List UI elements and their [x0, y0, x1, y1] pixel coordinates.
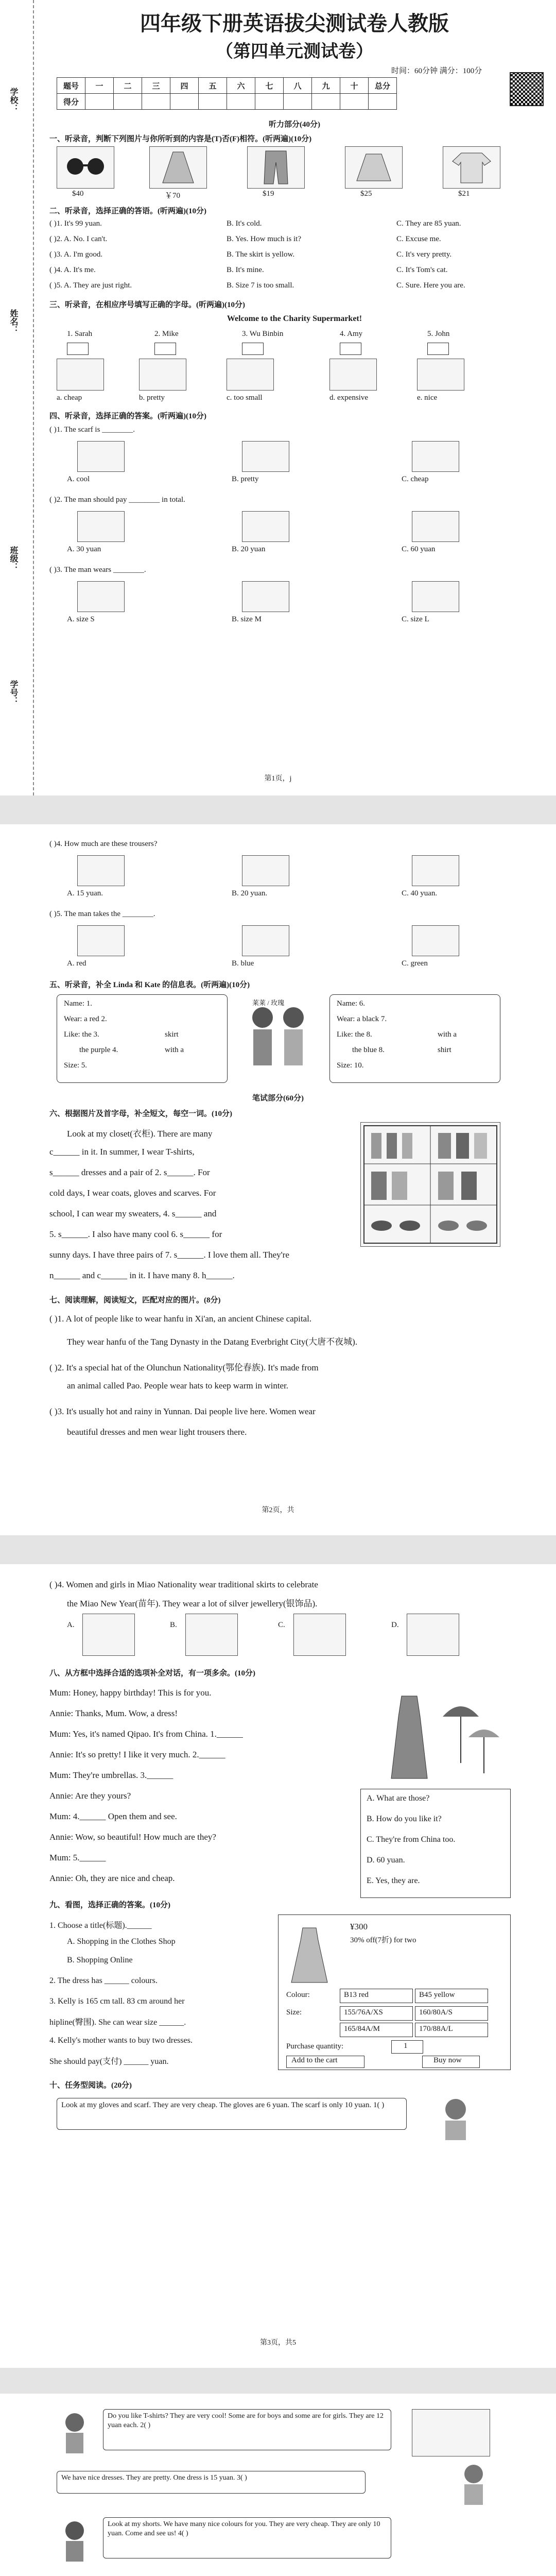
- dress-bubble: We have nice dresses. They are pretty. One dress is 15 yuan. 3( ): [57, 2471, 366, 2494]
- p2-q5-a: A. red: [67, 959, 86, 968]
- option-picture: [77, 441, 125, 472]
- s4-q2-b: B. 20 yuan: [232, 545, 266, 553]
- center-names: 莱莱 / 玫瑰: [252, 999, 285, 1007]
- colour-option-text: B45 yellow: [419, 1991, 455, 1999]
- p3-opt-a: A.: [67, 1621, 75, 1629]
- right-card-word: with a: [438, 1030, 457, 1039]
- colour-label: Colour:: [286, 1991, 310, 1999]
- dress-product-picture: [286, 1925, 333, 1987]
- price-tag-2: ￥70: [165, 192, 181, 200]
- answer-box[interactable]: [67, 343, 89, 355]
- school-label: 学校：: [9, 88, 18, 112]
- score-cell[interactable]: [114, 94, 142, 110]
- section-10-instructions: 十、任务型阅读。(20分): [49, 2081, 132, 2090]
- tshirt-picture: [412, 2409, 490, 2456]
- exam-subtitle: （第四单元测试卷）: [216, 41, 373, 62]
- listening-title: 听力部分(40分): [269, 121, 320, 129]
- p2-q5: ( )5. The man takes the ________.: [49, 910, 155, 918]
- s2-q4: ( )4. A. It's me.: [49, 266, 96, 274]
- p2-q4-c: C. 40 yuan.: [402, 889, 438, 897]
- s2-q1-c: C. They are 85 yuan.: [396, 219, 461, 228]
- size-option-text: 165/84A/M: [344, 2025, 380, 2033]
- closet-picture: [360, 1122, 500, 1247]
- dialog-line: Annie: It's so pretty! I like it very much. 2.______: [49, 1750, 225, 1759]
- s6-line: sunny days. I have three pairs of 7. s______. I love them all. They're: [49, 1250, 289, 1260]
- s9-line: B. Shopping Online: [67, 1956, 133, 1964]
- option-picture: [412, 925, 459, 956]
- score-head: 九: [312, 78, 340, 94]
- buy-now-label: Buy now: [433, 2056, 462, 2064]
- page-number: 第1页，j: [264, 775, 292, 783]
- option-picture: [77, 581, 125, 612]
- qipao-umbrella-picture: [371, 1686, 505, 1784]
- time-info: 时间：60分钟 满分：100分: [391, 67, 482, 75]
- score-cell[interactable]: [199, 94, 227, 110]
- s7-line: ( )2. It's a special hat of the Olunchun Nationality(鄂伦春族). It's made from: [49, 1363, 319, 1372]
- shopkeeper-picture: [453, 2461, 494, 2507]
- dai-dress-picture: [293, 1614, 346, 1656]
- p3-opt-b: B.: [170, 1621, 177, 1629]
- product-discount: 30% off(7折) for two: [350, 1936, 416, 1944]
- price-tag-1: $40: [72, 190, 84, 198]
- score-cell[interactable]: [255, 94, 284, 110]
- writing-title: 笔试部分(60分): [252, 1094, 304, 1103]
- score-head: 四: [170, 78, 199, 94]
- s4-q2-c: C. 60 yuan: [402, 545, 436, 553]
- section-8-instructions: 八、从方框中选择合适的选项补全对话，有一项多余。(10分): [49, 1669, 255, 1677]
- option-picture: [77, 855, 125, 886]
- dialog-line: Annie: Are they yours?: [49, 1791, 131, 1801]
- s9-line: A. Shopping in the Clothes Shop: [67, 1937, 176, 1946]
- s2-q2-b: B. Yes. How much is it?: [227, 235, 302, 243]
- charity-title: Welcome to the Charity Supermarket!: [227, 314, 362, 323]
- p2-q4-a: A. 15 yuan.: [67, 889, 103, 897]
- option-picture: [242, 581, 289, 612]
- s4-q1-c: C. cheap: [402, 475, 429, 483]
- s3-opt-e: e. nice: [417, 394, 438, 402]
- option-picture: [412, 581, 459, 612]
- right-card-line: Size: 10.: [337, 1061, 364, 1070]
- dialog-line: Mum: 4.______ Open them and see.: [49, 1811, 177, 1821]
- s7-line: ( )1. A lot of people like to wear hanfu in Xi'an, an ancient Chinese capital.: [49, 1314, 312, 1324]
- s4-q3-a: A. size S: [67, 615, 95, 623]
- page-gap: [0, 2368, 556, 2394]
- tshirt-bubble: Do you like T-shirts? They are very cool! Some are for boys and some are for girls. They are 12 yuan each. 2( ): [103, 2409, 391, 2450]
- s6-line: n______ and c______ in it. I have many 8. h______.: [49, 1270, 235, 1280]
- score-row-label: 得分: [57, 94, 85, 110]
- s9-line: She should pay(支付) ______ yuan.: [49, 2057, 169, 2066]
- option-picture: [242, 511, 289, 542]
- student-id-label: 学号：: [9, 680, 18, 705]
- s2-q2-c: C. Excuse me.: [396, 235, 441, 243]
- left-card-line: Wear: a red 2.: [64, 1015, 107, 1023]
- s2-q5: ( )5. A. They are just right.: [49, 281, 132, 290]
- section-2-instructions: 二、听录音，选择正确的答语。(听两遍)(10分): [49, 207, 206, 215]
- s9-line: 3. Kelly is 165 cm tall. 83 cm around her: [49, 1997, 185, 2006]
- section-9-instructions: 九、看图，选择正确的答案。(10分): [49, 1901, 170, 1909]
- score-cell[interactable]: [85, 94, 114, 110]
- right-card-line: Name: 6.: [337, 999, 365, 1008]
- girl-picture: [432, 2095, 479, 2141]
- dialog-line: Mum: Honey, happy birthday! This is for you.: [49, 1688, 212, 1698]
- section-4-instructions: 四、听录音，选择正确的答案。(听两遍)(10分): [49, 412, 206, 420]
- page-gap: [0, 795, 556, 824]
- colour-option-text: B13 red: [344, 1991, 369, 1999]
- scarf-picture: [57, 359, 104, 391]
- option-picture: [412, 441, 459, 472]
- s2-q5-b: B. Size 7 is too small.: [227, 281, 294, 290]
- option-picture: [77, 511, 125, 542]
- s2-q2: ( )2. A. No. I can't.: [49, 235, 108, 243]
- p2-q5-b: B. blue: [232, 959, 254, 968]
- price-tag-3: $19: [263, 190, 274, 198]
- trousers-picture: [247, 146, 305, 189]
- p2-q4-b: B. 20 yuan.: [232, 889, 268, 897]
- s2-q3-c: C. It's very pretty.: [396, 250, 452, 259]
- size-label: Size:: [286, 2008, 302, 2016]
- score-head: 一: [85, 78, 114, 94]
- s3-opt-d: d. expensive: [329, 394, 368, 402]
- score-head: 十: [340, 78, 369, 94]
- option-picture: [242, 441, 289, 472]
- p3-q4-line: ( )4. Women and girls in Miao Nationality wear traditional skirts to celebrate: [49, 1580, 318, 1589]
- exam-page-1: [0, 0, 556, 795]
- hat-picture: [139, 359, 186, 391]
- score-head: 八: [284, 78, 312, 94]
- page-number: 第2页，共: [262, 1506, 294, 1514]
- s4-q3: ( )3. The man wears ________.: [49, 566, 146, 574]
- dialog-line: Mum: 5.______: [49, 1853, 106, 1862]
- s2-q3-b: B. The skirt is yellow.: [227, 250, 295, 259]
- sunglasses-picture: [57, 146, 114, 189]
- student-info-band: [0, 0, 34, 795]
- s9-line: 1. Choose a title(标题).______: [49, 1921, 152, 1930]
- option-picture: [242, 855, 289, 886]
- box-option: E. Yes, they are.: [367, 1876, 420, 1885]
- score-cell[interactable]: [170, 94, 199, 110]
- add-to-cart-label: Add to the cart: [291, 2056, 338, 2064]
- s2-q1: ( )1. It's 99 yuan.: [49, 219, 102, 228]
- miao-skirt-picture: [185, 1614, 238, 1656]
- score-cell[interactable]: [142, 94, 170, 110]
- s2-q1-b: B. It's cold.: [227, 219, 262, 228]
- shoes-picture: [227, 359, 274, 391]
- p3-opt-d: D.: [391, 1621, 399, 1629]
- coat-picture: [329, 359, 377, 391]
- option-picture: [412, 511, 459, 542]
- right-card-line: the blue 8.: [352, 1046, 385, 1054]
- s3-opt-a: a. cheap: [57, 394, 82, 402]
- p2-q4: ( )4. How much are these trousers?: [49, 840, 158, 848]
- s6-line: school, I can wear my sweaters, 4. s______ and: [49, 1209, 217, 1218]
- man-picture: [57, 2517, 93, 2564]
- shirt-picture: [443, 146, 500, 189]
- s9-line: hipline(臀围). She can wear size ______.: [49, 2018, 186, 2027]
- dress-picture: [149, 146, 207, 189]
- left-card-word: with a: [165, 1046, 184, 1054]
- price-tag-4: $25: [360, 190, 372, 198]
- section-3-instructions: 三、听录音，在相应序号填写正确的字母。(听两遍)(10分): [49, 301, 245, 309]
- s2-q5-c: C. Sure. Here you are.: [396, 281, 465, 290]
- score-head: 三: [142, 78, 170, 94]
- score-table: [57, 77, 397, 110]
- option-picture: [242, 925, 289, 956]
- s3-opt-c: c. too small: [227, 394, 263, 402]
- s3-name-3: 3. Wu Binbin: [242, 330, 284, 338]
- section-7-instructions: 七、阅读理解，阅读短文，匹配对应的图片。(8分): [49, 1296, 221, 1304]
- answer-box[interactable]: [154, 343, 176, 355]
- size-option-text: 160/80A/S: [419, 2008, 453, 2016]
- score-cell[interactable]: [369, 94, 397, 110]
- dialog-line: Mum: They're umbrellas. 3.______: [49, 1770, 173, 1780]
- s3-name-5: 5. John: [427, 330, 450, 338]
- s4-q1-b: B. pretty: [232, 475, 259, 483]
- s4-q1: ( )1. The scarf is ________.: [49, 426, 135, 434]
- option-picture: [77, 925, 125, 956]
- score-head: 七: [255, 78, 284, 94]
- p3-opt-c: C.: [278, 1621, 285, 1629]
- s6-line: 5. s______. I also have many cool 6. s______ for: [49, 1229, 222, 1239]
- s2-q4-c: C. It's Tom's cat.: [396, 266, 448, 274]
- s6-line: cold days, I wear coats, gloves and scarves. For: [49, 1188, 216, 1198]
- dialog-line: Annie: Thanks, Mum. Wow, a dress!: [49, 1708, 178, 1718]
- section-5-instructions: 五、听录音，补全 Linda 和 Kate 的信息表。(听两遍)(10分): [49, 981, 250, 989]
- right-card-word: shirt: [438, 1046, 451, 1054]
- s3-name-2: 2. Mike: [154, 330, 179, 338]
- p2-q5-c: C. green: [402, 959, 428, 968]
- section-6-instructions: 六、根据图片及首字母，补全短文，每空一词。(10分): [49, 1110, 232, 1118]
- boy-picture: [57, 2409, 93, 2455]
- woman-picture: [453, 2574, 494, 2576]
- quantity-label: Purchase quantity:: [286, 2042, 344, 2050]
- left-card-word: skirt: [165, 1030, 179, 1039]
- answer-box[interactable]: [427, 343, 449, 355]
- left-card-line: the purple 4.: [79, 1046, 118, 1054]
- qr-code-icon: [510, 72, 544, 106]
- name-label: 姓名：: [9, 309, 18, 334]
- box-option: A. What are those?: [367, 1794, 430, 1803]
- score-head: 题号: [57, 78, 85, 94]
- right-card-line: Like: the 8.: [337, 1030, 372, 1039]
- s6-line: c______ in it. In summer, I wear T-shirts,: [49, 1147, 195, 1157]
- s6-line: Look at my closet(衣柜). There are many: [67, 1129, 213, 1139]
- s3-opt-b: b. pretty: [139, 394, 165, 402]
- score-head: 五: [199, 78, 227, 94]
- option-picture: [412, 855, 459, 886]
- s7-line: an animal called Pao. People wear hats to keep warm in winter.: [67, 1381, 289, 1391]
- p3-q4-line: the Miao New Year(苗年). They wear a lot of silver jewellery(银饰品).: [67, 1599, 318, 1608]
- s9-line: 2. The dress has ______ colours.: [49, 1976, 158, 1985]
- size-option-text: 155/76A/XS: [344, 2008, 383, 2016]
- dialog-line: Annie: Oh, they are nice and cheap.: [49, 1873, 175, 1883]
- box-option: C. They're from China too.: [367, 1835, 456, 1844]
- two-girls-picture: [242, 994, 314, 1082]
- class-label: 班级：: [9, 546, 18, 571]
- s4-q3-c: C. size L: [402, 615, 429, 623]
- dialog-line: Annie: Wow, so beautiful! How much are they?: [49, 1832, 216, 1842]
- answer-box[interactable]: [340, 343, 361, 355]
- answer-box[interactable]: [242, 343, 264, 355]
- page-number: 第3页，共5: [260, 2339, 296, 2347]
- product-price: ¥300: [350, 1922, 368, 1931]
- skirt-picture: [345, 146, 403, 189]
- s6-line: s______ dresses and a pair of 2. s______. For: [49, 1167, 210, 1177]
- size-option-text: 170/88A/L: [419, 2025, 453, 2033]
- fur-hat-picture: [407, 1614, 459, 1656]
- right-card-line: Wear: a black 7.: [337, 1015, 387, 1023]
- exam-page-3: [0, 1564, 556, 2368]
- s2-q4-b: B. It's mine.: [227, 266, 264, 274]
- score-cell[interactable]: [227, 94, 255, 110]
- s4-q3-b: B. size M: [232, 615, 262, 623]
- s7-line: beautiful dresses and men wear light trousers there.: [67, 1427, 247, 1437]
- s9-line: 4. Kelly's mother wants to buy two dresses.: [49, 2036, 193, 2045]
- left-card-line: Name: 1.: [64, 999, 92, 1008]
- s7-line: They wear hanfu of the Tang Dynasty in the Datang Everbright City(大唐不夜城).: [67, 1337, 358, 1347]
- score-head: 总分: [369, 78, 397, 94]
- score-cell[interactable]: [284, 94, 312, 110]
- box-option: D. 60 yuan.: [367, 1856, 405, 1865]
- page-gap: [0, 1535, 556, 1564]
- s3-name-1: 1. Sarah: [67, 330, 93, 338]
- shorts-bubble: Look at my shorts. We have many nice colours for you. They are very cheap. They are only 10 yuan. Come and see us! 4( ): [103, 2517, 391, 2558]
- box-option: B. How do you like it?: [367, 1815, 442, 1823]
- exam-title: 四年级下册英语拔尖测试卷人教版: [140, 12, 449, 36]
- hanfu-picture: [82, 1614, 135, 1656]
- score-head: 六: [227, 78, 255, 94]
- quantity-value: 1: [404, 2042, 408, 2050]
- section-1-instructions: 一、听录音，判断下列图片与你所听到的内容是(T)否(F)相符。(听两遍)(10分): [49, 135, 312, 143]
- score-cell[interactable]: [340, 94, 369, 110]
- left-card-line: Like: the 3.: [64, 1030, 99, 1039]
- score-head: 二: [114, 78, 142, 94]
- s7-line: ( )3. It's usually hot and rainy in Yunnan. Dai people live here. Women wear: [49, 1406, 316, 1416]
- price-tag-5: $21: [458, 190, 470, 198]
- left-card-line: Size: 5.: [64, 1061, 87, 1070]
- s4-q2-a: A. 30 yuan: [67, 545, 101, 553]
- s2-q3: ( )3. A. I'm good.: [49, 250, 103, 259]
- exam-page-4: [0, 2394, 556, 2576]
- gloves-scarf-bubble: Look at my gloves and scarf. They are very cheap. The gloves are 6 yuan. The scarf is only 10 yuan. 1( ): [57, 2098, 407, 2130]
- dialog-line: Mum: Yes, it's named Qipao. It's from China. 1.______: [49, 1729, 243, 1739]
- s4-q1-a: A. cool: [67, 475, 90, 483]
- score-cell[interactable]: [312, 94, 340, 110]
- s4-q2: ( )2. The man should pay ________ in total.: [49, 496, 185, 504]
- s3-name-4: 4. Amy: [340, 330, 363, 338]
- gloves-picture: [417, 359, 464, 391]
- exam-page-2: [0, 824, 556, 1535]
